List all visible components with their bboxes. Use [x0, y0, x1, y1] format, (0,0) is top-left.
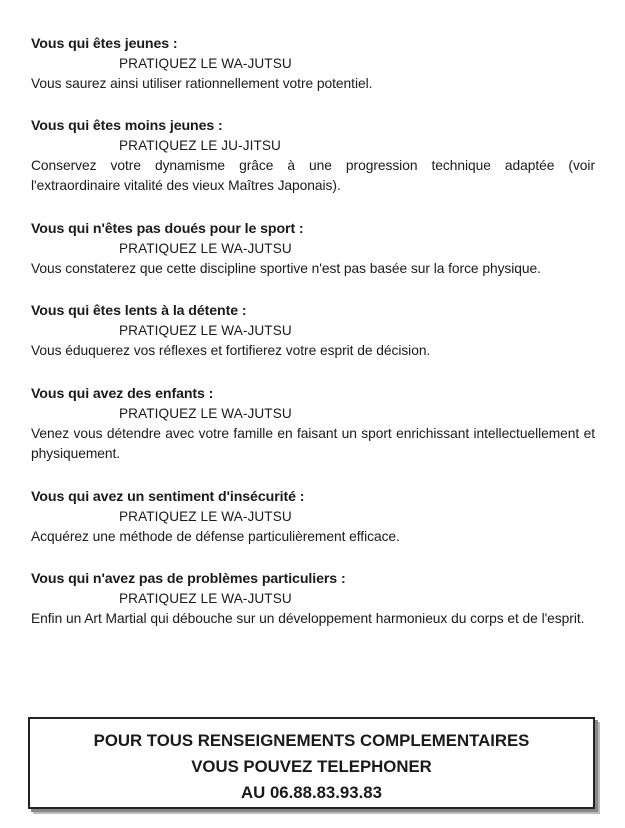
contact-phone-number[interactable]: AU 06.88.83.93.83 — [241, 783, 382, 802]
section-body: Vous éduquerez vos réflexes et fortifierez votre esprit de décision. — [31, 343, 431, 358]
section-heading: Vous qui êtes moins jeunes : — [31, 117, 223, 134]
section-cta: PRATIQUEZ LE WA-JUTSU — [119, 405, 292, 421]
section-pas-doues — [31, 219, 595, 280]
section-body: Vous saurez ainsi utiliser rationnellement votre potentiel. — [31, 76, 373, 91]
section-heading: Vous qui n'êtes pas doués pour le sport : — [31, 220, 304, 237]
section-heading: Vous qui êtes jeunes : — [31, 36, 178, 52]
flyer-content — [31, 34, 595, 652]
section-jeunes — [31, 34, 595, 95]
section-heading: Vous qui n'avez pas de problèmes particuliers : — [31, 571, 346, 587]
contact-info-line: POUR TOUS RENSEIGNEMENTS COMPLEMENTAIRES — [93, 731, 530, 750]
contact-call-line: VOUS POUVEZ TELEPHONER — [191, 757, 432, 776]
section-cta: PRATIQUEZ LE WA-JUTSU — [119, 56, 292, 71]
section-body: Enfin un Art Martial qui débouche sur un développement harmonieux du corps et de l'esprit. — [31, 611, 585, 626]
section-lents — [31, 301, 595, 362]
section-cta: PRATIQUEZ LE WA-JUTSU — [119, 508, 292, 524]
section-insecurite — [31, 487, 595, 548]
section-cta: PRATIQUEZ LE WA-JUTSU — [119, 323, 292, 338]
section-cta: PRATIQUEZ LE WA-JUTSU — [119, 591, 292, 606]
section-body: Venez vous détendre avec votre famille en faisant un sport enrichissant intellectuellement et physiquement. — [31, 425, 595, 461]
section-heading: Vous qui avez des enfants : — [31, 385, 214, 402]
contact-box — [28, 717, 595, 809]
section-heading: Vous qui êtes lents à la détente : — [31, 303, 247, 319]
section-body: Vous constaterez que cette discipline sportive n'est pas basée sur la force physique. — [31, 260, 541, 276]
section-heading: Vous qui avez un sentiment d'insécurité : — [31, 488, 305, 505]
section-cta: PRATIQUEZ LE WA-JUTSU — [119, 240, 292, 256]
section-body: Acquérez une méthode de défense particulièrement efficace. — [31, 528, 400, 544]
section-moins-jeunes — [31, 116, 595, 197]
section-enfants — [31, 384, 595, 465]
section-cta: PRATIQUEZ LE JU-JITSU — [119, 137, 281, 153]
section-pas-de-problemes — [31, 569, 595, 630]
section-body: Conservez votre dynamisme grâce à une progression technique adaptée (voir l'extraordinaire vitalité des vieux Maîtres Japonais). — [31, 157, 595, 193]
